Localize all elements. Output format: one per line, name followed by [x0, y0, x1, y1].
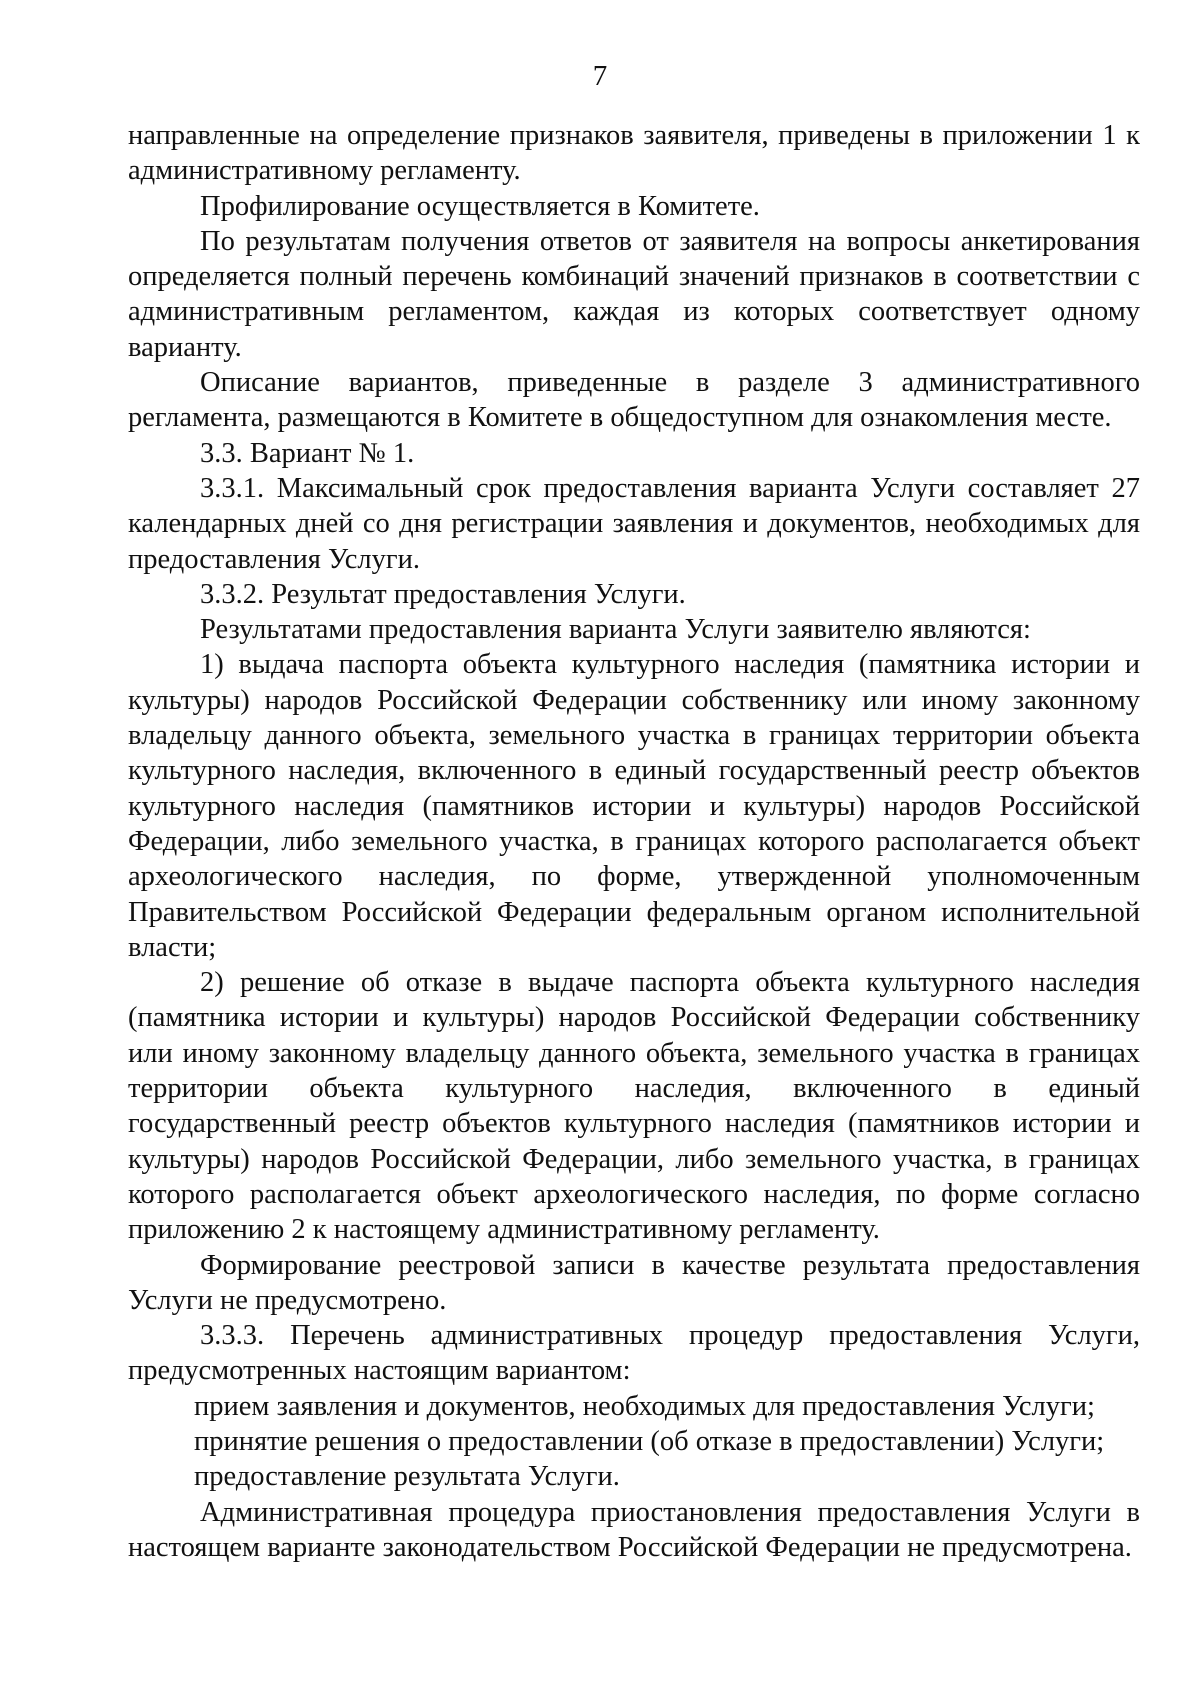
paragraph-3: По результатам получения ответов от заявителя на вопросы анкетирования определяется полный перечень комбинаций значений признаков в соответствии с административным регламентом, каждая из которых соответствует одному варианту.	[128, 225, 1140, 363]
list-item-2: 2) решение об отказе в выдаче паспорта объекта культурного наследия (памятника истории и культуры) народов Российской Федерации собственнику или иному законному владельцу данного объекта, земельного участка в границах территории объекта культурного наследия, включенного в единый государственный реестр объектов культурного наследия (памятников истории и культуры) народов Российской Федерации, либо земельного участка, в границах которого располагается объект археологического наследия, по форме согласно приложению 2 к настоящему административному регламенту.	[128, 967, 1140, 1246]
section-heading-3-3-2: 3.3.2. Результат предоставления Услуги.	[200, 578, 686, 610]
paragraph-3-3-3: 3.3.3. Перечень административных процедур предоставления Услуги, предусмотренных настоящим вариантом:	[128, 1320, 1140, 1387]
paragraph-3-3-1: 3.3.1. Максимальный срок предоставления варианта Услуги составляет 27 календарных дней со дня регистрации заявления и документов, необходимых для предоставления Услуги.	[128, 472, 1140, 575]
list-item-1: 1) выдача паспорта объекта культурного наследия (памятника истории и культуры) народов Российской Федерации собственнику или иному законному владельцу данного объекта, земельного участка в границах территории объекта культурного наследия, включенного в единый государственный реестр объектов культурного наследия (памятников истории и культуры) народов Российской Федерации, либо земельного участка, в границах которого располагается объект археологического наследия, по форме, утвержденной уполномоченным Правительством Российской Федерации федеральным органом исполнительной власти;	[128, 649, 1140, 963]
procedure-item-3: предоставление результата Услуги.	[194, 1461, 620, 1493]
paragraph-2: Профилирование осуществляется в Комитете.	[200, 190, 760, 222]
document-body	[128, 118, 1140, 1565]
paragraph-1: направленные на определение признаков заявителя, приведены в приложении 1 к административному регламенту.	[128, 120, 1140, 187]
paragraph-registry-record: Формирование реестровой записи в качестве результата предоставления Услуги не предусмотрено.	[128, 1249, 1140, 1316]
paragraph-suspension: Административная процедура приостановления предоставления Услуги в настоящем варианте законодательством Российской Федерации не предусмотрена.	[128, 1496, 1140, 1563]
procedure-item-1: прием заявления и документов, необходимых для предоставления Услуги;	[194, 1390, 1095, 1422]
section-heading-3-3: 3.3. Вариант № 1.	[200, 437, 415, 469]
procedure-item-2: принятие решения о предоставлении (об отказе в предоставлении) Услуги;	[194, 1425, 1105, 1457]
paragraph-4: Описание вариантов, приведенные в разделе 3 административного регламента, размещаются в Комитете в общедоступном для ознакомления месте.	[128, 367, 1140, 434]
page-number: 7	[592, 60, 608, 92]
paragraph-results-intro: Результатами предоставления варианта Услуги заявителю являются:	[200, 614, 1031, 646]
